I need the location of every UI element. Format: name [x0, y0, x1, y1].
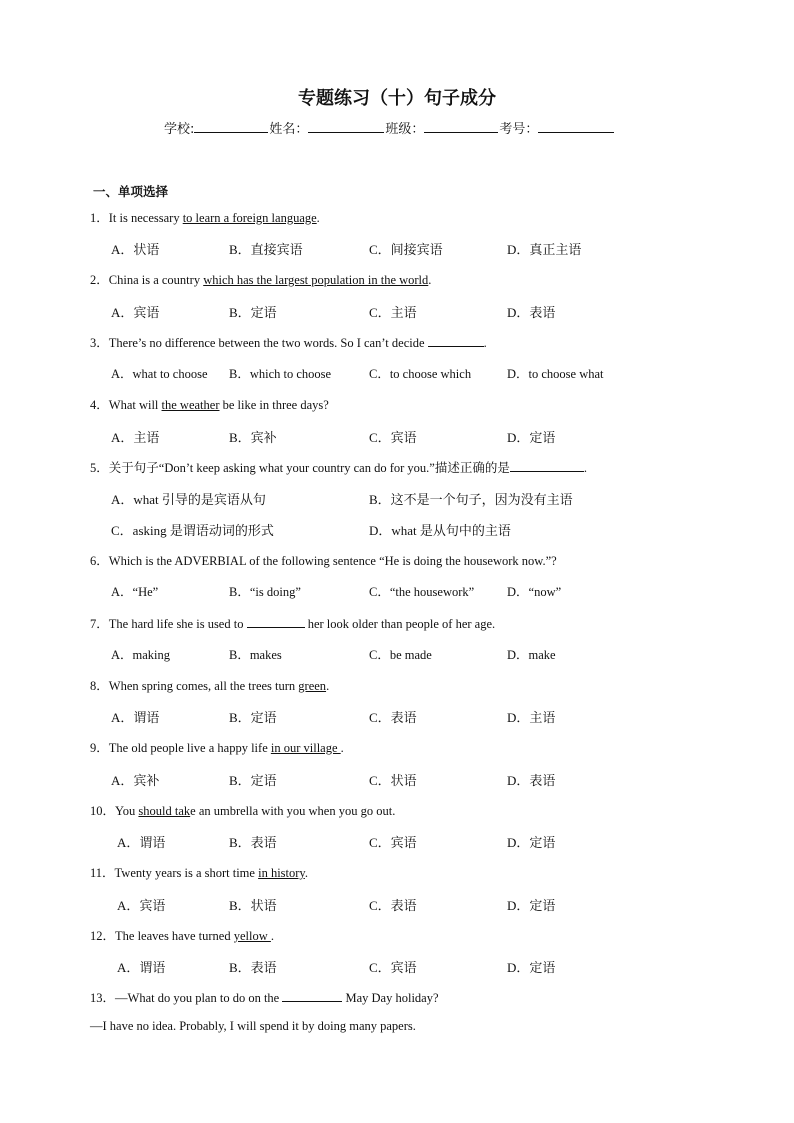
underlined-part: green [298, 679, 327, 693]
question-text-end: . [316, 211, 320, 225]
option-c[interactable]: C．状语 [369, 773, 417, 788]
option-d[interactable]: D．定语 [507, 898, 556, 913]
option-d[interactable]: D．定语 [507, 835, 556, 850]
underlined-part: should tak [138, 804, 191, 818]
question-12 [90, 926, 274, 944]
option-b[interactable]: B．which to choose [229, 367, 332, 381]
option-a[interactable]: A．谓语 [111, 710, 160, 725]
underlined-part: to learn a foreign language [182, 211, 317, 225]
question-4 [90, 395, 329, 413]
question-text-end: . [304, 866, 308, 880]
question-text: —What do you plan to do on the [115, 991, 283, 1005]
question-number: 3． [90, 336, 109, 350]
question-text-end: . [270, 929, 274, 943]
option-d[interactable]: D．定语 [507, 430, 556, 445]
option-b[interactable]: B．表语 [229, 960, 277, 975]
question-text: What will [108, 398, 162, 412]
question-text: The hard life she is used to [108, 617, 247, 631]
question-11 [90, 863, 308, 881]
class-label: 班级： [385, 122, 425, 137]
option-b[interactable]: B．定语 [229, 773, 277, 788]
question-9 [90, 738, 344, 756]
option-a[interactable]: A．making [111, 648, 171, 662]
school-label: 学校: [164, 122, 195, 137]
class-blank[interactable] [424, 118, 498, 133]
option-b[interactable]: B．直接宾语 [229, 242, 303, 257]
answer-blank[interactable] [282, 989, 342, 1002]
question-number: 4． [90, 398, 109, 412]
name-blank[interactable] [308, 118, 384, 133]
option-a[interactable]: A．宾补 [111, 773, 160, 788]
option-d[interactable]: D．to choose what [507, 367, 604, 381]
option-b[interactable]: B．状语 [229, 898, 277, 913]
option-d[interactable]: D．“now” [507, 585, 562, 599]
option-b[interactable]: B．makes [229, 648, 282, 662]
option-a[interactable]: A．“He” [111, 585, 159, 599]
question-text: The old people live a happy life [108, 741, 271, 755]
question-text: The leaves have turned [115, 929, 234, 943]
question-text-end: . [483, 336, 487, 350]
option-c[interactable]: C．主语 [369, 305, 417, 320]
option-b[interactable]: B．这不是一个句子，因为没有主语 [369, 492, 573, 507]
question-8 [90, 676, 329, 694]
question-number: 10． [90, 804, 116, 818]
question-number: 1． [90, 211, 109, 225]
question-6 [90, 551, 557, 569]
question-text-end: . [340, 741, 344, 755]
question-text-end: May Day holiday? [342, 991, 439, 1005]
school-blank[interactable] [194, 118, 268, 133]
question-number: 5． [90, 461, 109, 475]
question-number: 12． [90, 929, 116, 943]
question-text-end: be like in three days? [219, 398, 329, 412]
option-d[interactable]: D．what 是从句中的主语 [369, 523, 511, 538]
question-number: 9． [90, 741, 109, 755]
answer-blank[interactable] [510, 459, 584, 472]
question-text: It is necessary [108, 211, 183, 225]
option-a[interactable]: A．状语 [111, 242, 160, 257]
option-b[interactable]: B．定语 [229, 305, 277, 320]
option-c[interactable]: C．表语 [369, 710, 417, 725]
section-heading: 一、单项选择 [93, 184, 169, 199]
option-c[interactable]: C．宾语 [369, 960, 417, 975]
option-a[interactable]: A．what to choose [111, 367, 208, 381]
option-c[interactable]: C．宾语 [369, 430, 417, 445]
option-b[interactable]: B．宾补 [229, 430, 277, 445]
question-2 [90, 270, 431, 288]
option-b[interactable]: B．“is doing” [229, 585, 301, 599]
option-d[interactable]: D．定语 [507, 960, 556, 975]
question-3 [90, 333, 487, 351]
option-a[interactable]: A．谓语 [117, 835, 166, 850]
question-text: You [115, 804, 139, 818]
question-text: Twenty years is a short time [114, 866, 259, 880]
question-text: When spring comes, all the trees turn [108, 679, 299, 693]
option-d[interactable]: D．主语 [507, 710, 556, 725]
option-c[interactable]: C．间接宾语 [369, 242, 443, 257]
underlined-part: yellow [233, 929, 271, 943]
underlined-part: which has the largest population in the world [203, 273, 429, 287]
question-text: China is a country [108, 273, 204, 287]
option-b[interactable]: B．表语 [229, 835, 277, 850]
question-text-end: e an umbrella with you when you go out. [190, 804, 396, 818]
exam-no-blank[interactable] [538, 118, 614, 133]
option-a[interactable]: A．宾语 [117, 898, 166, 913]
question-text: There’s no difference between the two words. So I can’t decide [108, 336, 428, 350]
name-label: 姓名： [269, 122, 309, 137]
underlined-part: in our village [270, 741, 341, 755]
underlined-part: the weather [161, 398, 220, 412]
option-a[interactable]: A．谓语 [117, 960, 166, 975]
question-1 [90, 208, 320, 226]
question-10 [90, 801, 395, 819]
question-number: 8． [90, 679, 109, 693]
option-a[interactable]: A．主语 [111, 430, 160, 445]
exam-no-label: 考号： [499, 122, 539, 137]
question-text-end: her look older than people of her age. [304, 617, 496, 631]
option-a[interactable]: A．宾语 [111, 305, 160, 320]
question-7 [90, 614, 495, 632]
option-d[interactable]: D．表语 [507, 773, 556, 788]
option-b[interactable]: B．定语 [229, 710, 277, 725]
option-c[interactable]: C．“the housework” [369, 585, 475, 599]
answer-blank[interactable] [428, 334, 484, 347]
question-text-end: . [326, 679, 330, 693]
option-d[interactable]: D．真正主语 [507, 242, 582, 257]
student-info-line [164, 118, 615, 137]
question-13-reply: —I have no idea. Probably, I will spend it by doing many papers. [90, 1019, 416, 1033]
page-title: 专题练习（十）句子成分 [298, 88, 496, 109]
question-number: 2． [90, 273, 109, 287]
option-d[interactable]: D．make [507, 648, 556, 662]
option-c[interactable]: C．宾语 [369, 835, 417, 850]
question-text: 关于句子“Don’t keep asking what your country can do for you.”描述正确的是 [108, 461, 510, 475]
option-c[interactable]: C．表语 [369, 898, 417, 913]
question-number: 7． [90, 617, 109, 631]
underlined-part: in history [258, 866, 305, 880]
option-a[interactable]: A．what 引导的是宾语从句 [111, 492, 266, 507]
answer-blank[interactable] [247, 615, 305, 628]
question-text: Which is the ADVERBIAL of the following sentence “He is doing the housework now.”? [108, 554, 557, 568]
question-text-end: . [583, 461, 587, 475]
question-13 [90, 988, 439, 1006]
option-d[interactable]: D．表语 [507, 305, 556, 320]
option-c[interactable]: C．asking 是谓语动词的形式 [111, 523, 274, 538]
question-number: 13． [90, 991, 116, 1005]
question-5 [90, 458, 587, 476]
question-text-end: . [428, 273, 432, 287]
option-c[interactable]: C．be made [369, 648, 432, 662]
option-c[interactable]: C．to choose which [369, 367, 472, 381]
question-number: 6． [90, 554, 109, 568]
question-number: 11． [90, 866, 115, 880]
